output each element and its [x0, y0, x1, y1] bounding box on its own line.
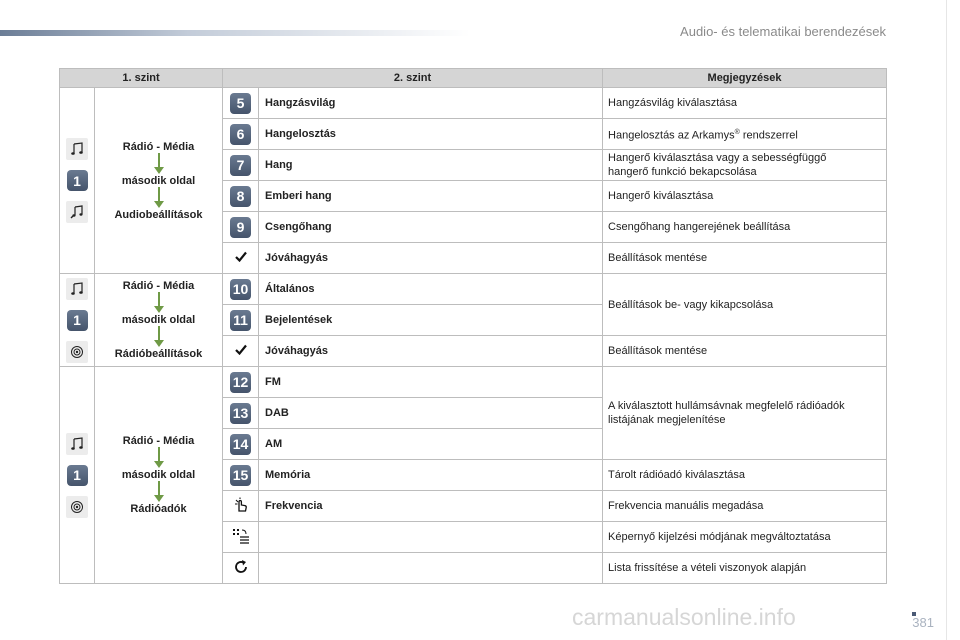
setting-note: Beállítások mentése — [603, 243, 887, 274]
step-badge: 15 — [230, 465, 251, 486]
menu-path-item: Rádió - Média — [122, 435, 195, 447]
step-badge: 8 — [230, 186, 251, 207]
step-badge: 9 — [230, 217, 251, 238]
level1-icons-cell — [60, 274, 95, 367]
radio-settings-icon — [66, 341, 88, 363]
step-badge: 10 — [230, 279, 251, 300]
hand-touch-icon — [233, 504, 249, 516]
setting-label: Emberi hang — [259, 181, 603, 212]
note-line: Hangerő kiválasztása vagy a sebességfüggő — [608, 152, 827, 164]
setting-note — [603, 119, 887, 150]
menu-path-item: Rádióadók — [130, 503, 187, 515]
down-arrow-icon — [154, 481, 164, 503]
setting-note: Hangzásvilág kiválasztása — [603, 88, 887, 119]
setting-note: Hangerő kiválasztása — [603, 181, 887, 212]
refresh-icon — [233, 566, 249, 578]
down-arrow-icon — [154, 153, 164, 175]
watermark: carmanualsonline.info — [572, 604, 796, 630]
page-edge-rule — [946, 0, 947, 640]
setting-label: Hang — [259, 150, 603, 181]
setting-label: Hangzásvilág — [259, 88, 603, 119]
setting-label: Jóváhagyás — [259, 243, 603, 274]
setting-note: Beállítások mentése — [603, 336, 887, 367]
step-badge: 6 — [230, 124, 251, 145]
table-row — [60, 88, 887, 119]
music-note-icon — [66, 278, 88, 300]
menu-path-item: második oldal — [121, 174, 196, 187]
down-arrow-icon — [154, 292, 164, 314]
menu-path-item: Rádióbeállítások — [114, 348, 203, 360]
menu-path-cell — [95, 274, 223, 367]
setting-label: Általános — [259, 274, 603, 305]
setting-label: Hangelosztás — [259, 119, 603, 150]
setting-label: Jóváhagyás — [259, 336, 603, 367]
setting-note: Lista frissítése a vételi viszonyok alapján — [603, 553, 887, 584]
down-arrow-icon — [154, 326, 164, 348]
setting-label — [259, 522, 603, 553]
column-header-level2: 2. szint — [223, 69, 603, 88]
table-row — [60, 367, 887, 398]
audio-settings-icon — [66, 201, 88, 223]
table-row — [60, 274, 887, 305]
checkmark-icon — [235, 346, 247, 358]
header-bar — [0, 30, 470, 36]
setting-note: Csengőhang hangerejének beállítása — [603, 212, 887, 243]
setting-label: Bejelentések — [259, 305, 603, 336]
setting-label: Memória — [259, 460, 603, 491]
setting-note — [603, 367, 887, 460]
note-text: rendszerrel — [739, 129, 798, 142]
setting-note: Beállítások be- vagy kikapcsolása — [603, 274, 887, 336]
step-badge: 1 — [67, 465, 88, 486]
checkmark-icon — [235, 253, 247, 265]
note-line: listájának megjelenítése — [608, 414, 726, 426]
menu-path-cell — [95, 367, 223, 584]
display-mode-icon — [232, 535, 250, 547]
step-badge: 1 — [67, 170, 88, 191]
menu-path-item: Audiobeállítások — [114, 208, 203, 221]
menu-path-item: Rádió - Média — [122, 140, 195, 153]
setting-note — [603, 150, 887, 181]
radio-station-icon — [66, 496, 88, 518]
menu-path-item: második oldal — [121, 469, 196, 481]
settings-table — [59, 68, 887, 584]
setting-label: DAB — [259, 398, 603, 429]
setting-note: Frekvencia manuális megadása — [603, 491, 887, 522]
down-arrow-icon — [154, 447, 164, 469]
step-badge: 13 — [230, 403, 251, 424]
table-header-row — [60, 69, 887, 88]
page-header-title: Audio- és telematikai berendezések — [680, 24, 886, 39]
setting-label: Csengőhang — [259, 212, 603, 243]
setting-note: Képernyő kijelzési módjának megváltoztatása — [603, 522, 887, 553]
menu-path-item: Rádió - Média — [122, 280, 195, 292]
setting-label: Frekvencia — [259, 491, 603, 522]
step-badge: 7 — [230, 155, 251, 176]
note-text: Hangelosztás az Arkamys — [608, 129, 735, 142]
column-header-level1: 1. szint — [60, 69, 223, 88]
registered-mark: ® — [734, 128, 740, 136]
setting-label: FM — [259, 367, 603, 398]
music-note-icon — [66, 433, 88, 455]
page-number: 381 — [912, 615, 934, 630]
step-badge: 11 — [230, 310, 251, 331]
level1-icons-cell — [60, 88, 95, 274]
step-badge: 12 — [230, 372, 251, 393]
down-arrow-icon — [154, 187, 164, 209]
menu-path-cell — [95, 88, 223, 274]
setting-label — [259, 553, 603, 584]
setting-label: AM — [259, 429, 603, 460]
step-badge: 14 — [230, 434, 251, 455]
menu-path-item: második oldal — [121, 314, 196, 326]
level1-icons-cell — [60, 367, 95, 584]
setting-note: Tárolt rádióadó kiválasztása — [603, 460, 887, 491]
column-header-notes: Megjegyzések — [603, 69, 887, 88]
note-line: hangerő funkció bekapcsolása — [608, 166, 757, 178]
step-badge: 1 — [67, 310, 88, 331]
note-line: A kiválasztott hullámsávnak megfelelő rádióadók — [608, 400, 845, 412]
step-badge: 5 — [230, 93, 251, 114]
music-note-icon — [66, 138, 88, 160]
